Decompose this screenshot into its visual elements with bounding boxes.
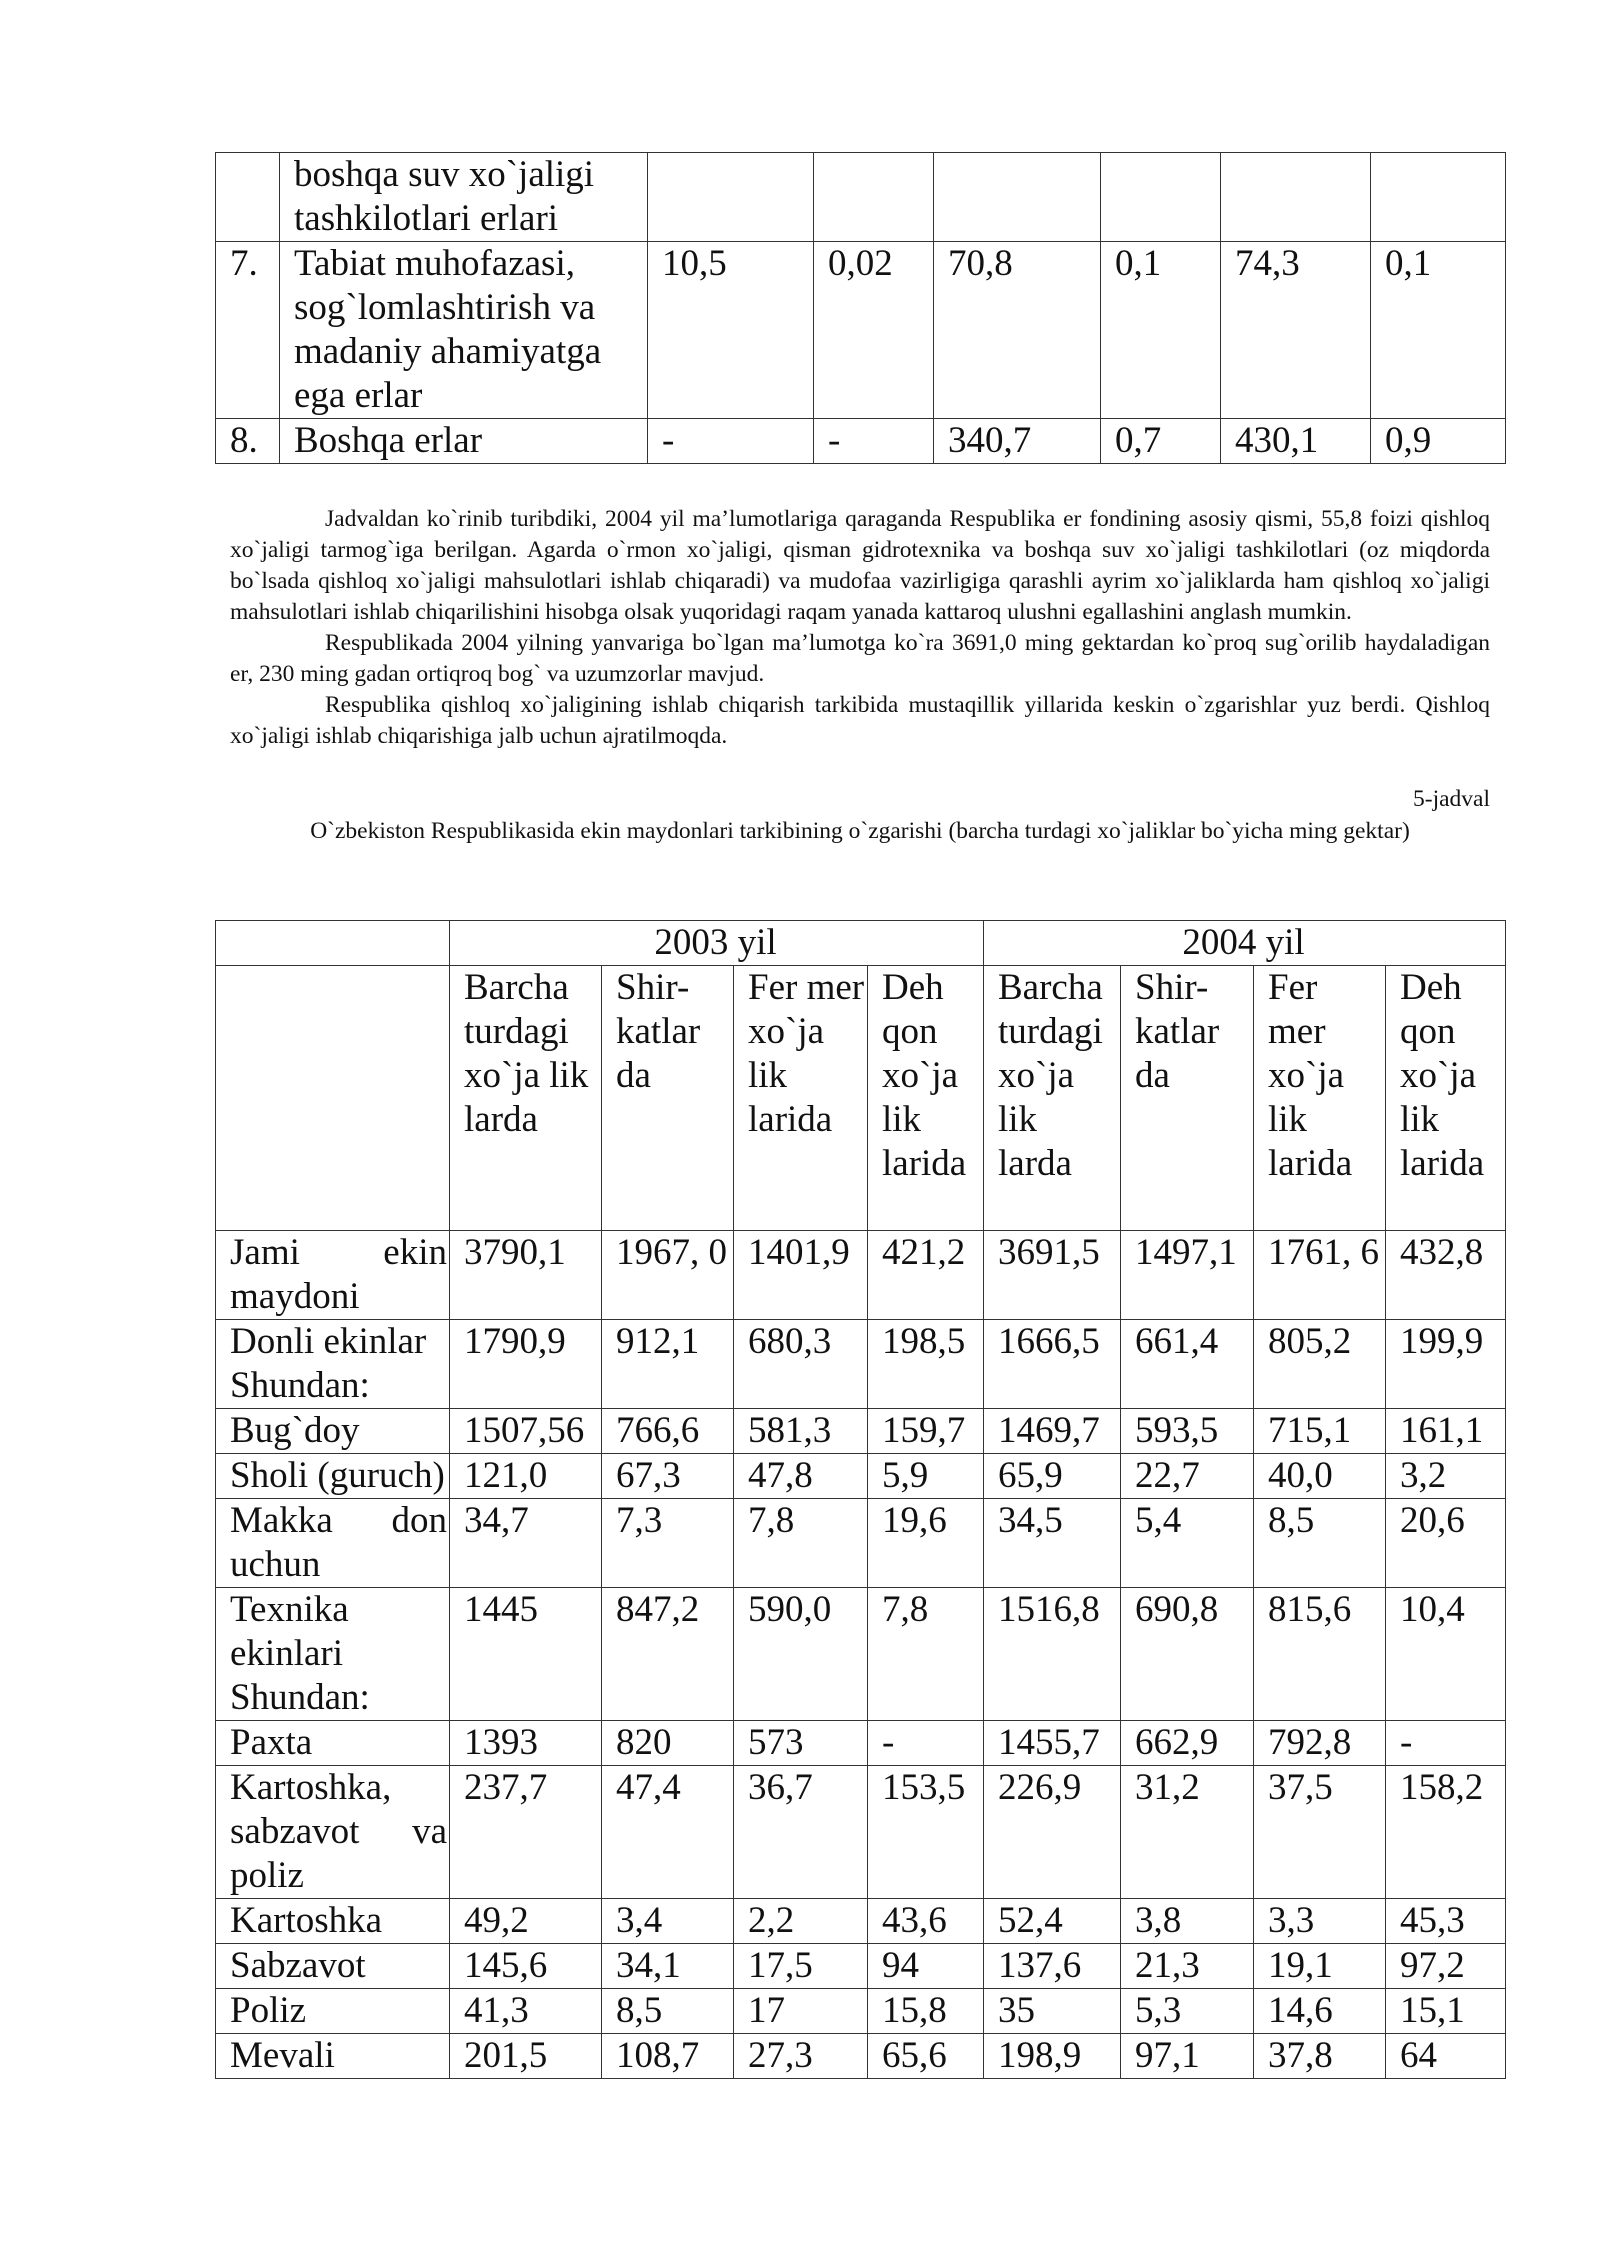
cell: 153,5 [868,1766,984,1899]
row-name: Texnika ekinlari Shundan: [216,1588,450,1721]
cell: 805,2 [1254,1320,1386,1409]
cell: 3691,5 [984,1231,1121,1320]
cell: 430,1 [1221,419,1371,464]
cell: 47,4 [602,1766,734,1899]
cell: 3,4 [602,1899,734,1944]
cell: 43,6 [868,1899,984,1944]
cell: 137,6 [984,1944,1121,1989]
cell: 847,2 [602,1588,734,1721]
cell [1101,153,1221,242]
cell: 1516,8 [984,1588,1121,1721]
cell: 67,3 [602,1454,734,1499]
cell: 1401,9 [734,1231,868,1320]
table-number: 5-jadval [1413,786,1490,812]
cell: 815,6 [1254,1588,1386,1721]
cell: 573 [734,1721,868,1766]
cell: 65,9 [984,1454,1121,1499]
cell: 226,9 [984,1766,1121,1899]
table-row [216,1944,1506,1989]
cell: 34,1 [602,1944,734,1989]
cell: 690,8 [1121,1588,1254,1721]
cell: 661,4 [1121,1320,1254,1409]
cell: 590,0 [734,1588,868,1721]
cell: 1469,7 [984,1409,1121,1454]
cell: 145,6 [450,1944,602,1989]
cell: 94 [868,1944,984,1989]
cell: 108,7 [602,2034,734,2079]
paragraph: Respublikada 2004 yilning yanvariga bo`lgan ma’lumotga ko`ra 3691,0 ming gektardan ko`proq sug`orilib haydaladigan er, 230 ming gadan ortiqroq bog` va uzumzorlar mavjud. [230,630,1490,687]
cell: 70,8 [934,242,1101,419]
cell: 47,8 [734,1454,868,1499]
cell: 3,2 [1386,1454,1506,1499]
cell: 198,5 [868,1320,984,1409]
cell: 5,3 [1121,1989,1254,2034]
paragraph: Jadvaldan ko`rinib turibdiki, 2004 yil ma’lumotlariga qaraganda Respublika er fondining asosiy qismi, 55,8 foizi qishloq xo`jaligi tarmog`iga berilgan. Agarda o`rmon xo`jaligi, qisman gidrotexnika va boshqa suv xo`jaligi tashkilotlari (oz miqdorda bo`lsada qishloq xo`jaligi mahsulotlari ishlab chiqaradi) va mudofaa vazirligiga qarashli ayrim xo`jaliklarda ham qishloq xo`jaligi mahsulotlari ishlab chiqarilishini hisobga olsak yuqoridagi raqam yanada kattaroq ulushni egallashini anglash mumkin. [230,506,1490,625]
cell: 0,1 [1371,242,1506,419]
cell: 20,6 [1386,1499,1506,1588]
row-number [216,153,280,242]
table-row [216,1766,1506,1899]
cell: 8,5 [1254,1499,1386,1588]
year-header-row [216,921,1506,966]
table-row [216,1899,1506,1944]
cell: 19,1 [1254,1944,1386,1989]
cell: 159,7 [868,1409,984,1454]
header-empty-cell [216,966,450,1231]
column-header: Barcha turdagi xo`ja lik larda [450,966,602,1231]
cell: 97,2 [1386,1944,1506,1989]
row-name: Donli ekinlar Shundan: [216,1320,450,1409]
cell: 1666,5 [984,1320,1121,1409]
cell: 161,1 [1386,1409,1506,1454]
crop-area-table [215,920,1506,2079]
cell: 121,0 [450,1454,602,1499]
cell [1371,153,1506,242]
table-row [216,242,1506,419]
cell [934,153,1101,242]
cell: 64 [1386,2034,1506,2079]
cell: 1790,9 [450,1320,602,1409]
cell: 19,6 [868,1499,984,1588]
cell: 715,1 [1254,1409,1386,1454]
cell: 97,1 [1121,2034,1254,2079]
table-row [216,1499,1506,1588]
column-header: Shir- katlar da [1121,966,1254,1231]
cell: 1393 [450,1721,602,1766]
table-row [216,419,1506,464]
row-name: boshqa suv xo`jaligi tashkilotlari erlari [280,153,648,242]
cell: 74,3 [1221,242,1371,419]
cell: 40,0 [1254,1454,1386,1499]
cell: 34,5 [984,1499,1121,1588]
cell: 1967, 0 [602,1231,734,1320]
cell [814,153,934,242]
cell: 37,8 [1254,2034,1386,2079]
table-row [216,1454,1506,1499]
row-name: Tabiat muhofazasi, sog`lomlashtirish va madaniy ahamiyatga ega erlar [280,242,648,419]
cell: 581,3 [734,1409,868,1454]
paragraph: Respublika qishloq xo`jaligining ishlab chiqarish tarkibida mustaqillik yillarida keskin o`zgarishlar yuz berdi. Qishloq xo`jaligi ishlab chiqarishiga jalb uchun ajratilmoqda. [230,692,1490,749]
cell: 662,9 [1121,1721,1254,1766]
cell: 34,7 [450,1499,602,1588]
cell: 45,3 [1386,1899,1506,1944]
column-header: Barcha turdagi xo`ja lik larda [984,966,1121,1231]
table-row [216,1320,1506,1409]
cell: 792,8 [1254,1721,1386,1766]
cell: 340,7 [934,419,1101,464]
cell [1221,153,1371,242]
cell: 820 [602,1721,734,1766]
row-name: Makka don uchun [216,1499,450,1588]
cell: 237,7 [450,1766,602,1899]
row-name: Kartoshka, sabzavot va poliz [216,1766,450,1899]
land-fund-table-continued [215,152,1506,464]
cell: 36,7 [734,1766,868,1899]
column-header: Fer mer xo`ja lik larida [734,966,868,1231]
cell: 3790,1 [450,1231,602,1320]
table-row [216,2034,1506,2079]
cell: 10,5 [648,242,814,419]
cell: 1761, 6 [1254,1231,1386,1320]
cell: 5,4 [1121,1499,1254,1588]
row-number: 7. [216,242,280,419]
cell: 1497,1 [1121,1231,1254,1320]
table-row [216,1231,1506,1320]
cell [648,153,814,242]
cell: 199,9 [1386,1320,1506,1409]
cell: 35 [984,1989,1121,2034]
column-header: Deh qon xo`ja lik larida [1386,966,1506,1231]
row-name: Bug`doy [216,1409,450,1454]
cell: 15,8 [868,1989,984,2034]
cell: 432,8 [1386,1231,1506,1320]
cell: 3,3 [1254,1899,1386,1944]
year-header: 2004 yil [984,921,1506,966]
cell: 421,2 [868,1231,984,1320]
cell: 1507,56 [450,1409,602,1454]
cell: 198,9 [984,2034,1121,2079]
body-text [230,504,1490,752]
header-empty-cell [216,921,450,966]
row-name: Kartoshka [216,1899,450,1944]
cell: 7,8 [734,1499,868,1588]
cell: - [868,1721,984,1766]
cell: 158,2 [1386,1766,1506,1899]
cell: 680,3 [734,1320,868,1409]
cell: 0,7 [1101,419,1221,464]
cell: 3,8 [1121,1899,1254,1944]
cell: 41,3 [450,1989,602,2034]
cell: - [814,419,934,464]
cell: 1455,7 [984,1721,1121,1766]
row-name: Paxta [216,1721,450,1766]
cell: 31,2 [1121,1766,1254,1899]
year-header: 2003 yil [450,921,984,966]
cell: 7,3 [602,1499,734,1588]
cell: 0,02 [814,242,934,419]
cell: 22,7 [1121,1454,1254,1499]
table-row [216,1721,1506,1766]
subheader-row [216,966,1506,1231]
cell: 27,3 [734,2034,868,2079]
cell: 2,2 [734,1899,868,1944]
cell: 1445 [450,1588,602,1721]
cell: 0,1 [1101,242,1221,419]
cell: 21,3 [1121,1944,1254,1989]
cell: - [648,419,814,464]
cell: 10,4 [1386,1588,1506,1721]
cell: 0,9 [1371,419,1506,464]
cell: 49,2 [450,1899,602,1944]
column-header: Fer mer xo`ja lik larida [1254,966,1386,1231]
cell: 65,6 [868,2034,984,2079]
cell: 17,5 [734,1944,868,1989]
cell: 15,1 [1386,1989,1506,2034]
table-row [216,1989,1506,2034]
row-name: Boshqa erlar [280,419,648,464]
cell: 8,5 [602,1989,734,2034]
cell: 17 [734,1989,868,2034]
row-name: Poliz [216,1989,450,2034]
cell: 37,5 [1254,1766,1386,1899]
row-name: Jami ekin maydoni [216,1231,450,1320]
cell: - [1386,1721,1506,1766]
cell: 593,5 [1121,1409,1254,1454]
row-number: 8. [216,419,280,464]
cell: 766,6 [602,1409,734,1454]
row-name: Sabzavot [216,1944,450,1989]
table-row [216,153,1506,242]
column-header: Deh qon xo`ja lik larida [868,966,984,1231]
cell: 14,6 [1254,1989,1386,2034]
row-name: Sholi (guruch) [216,1454,450,1499]
table-title: O`zbekiston Respublikasida ekin maydonlari tarkibining o`zgarishi (barcha turdagi xo`jaliklar bo`yicha ming gektar) [310,818,1410,844]
table-row [216,1409,1506,1454]
cell: 7,8 [868,1588,984,1721]
column-header: Shir- katlar da [602,966,734,1231]
row-name: Mevali [216,2034,450,2079]
cell: 5,9 [868,1454,984,1499]
cell: 201,5 [450,2034,602,2079]
cell: 912,1 [602,1320,734,1409]
cell: 52,4 [984,1899,1121,1944]
table-row [216,1588,1506,1721]
